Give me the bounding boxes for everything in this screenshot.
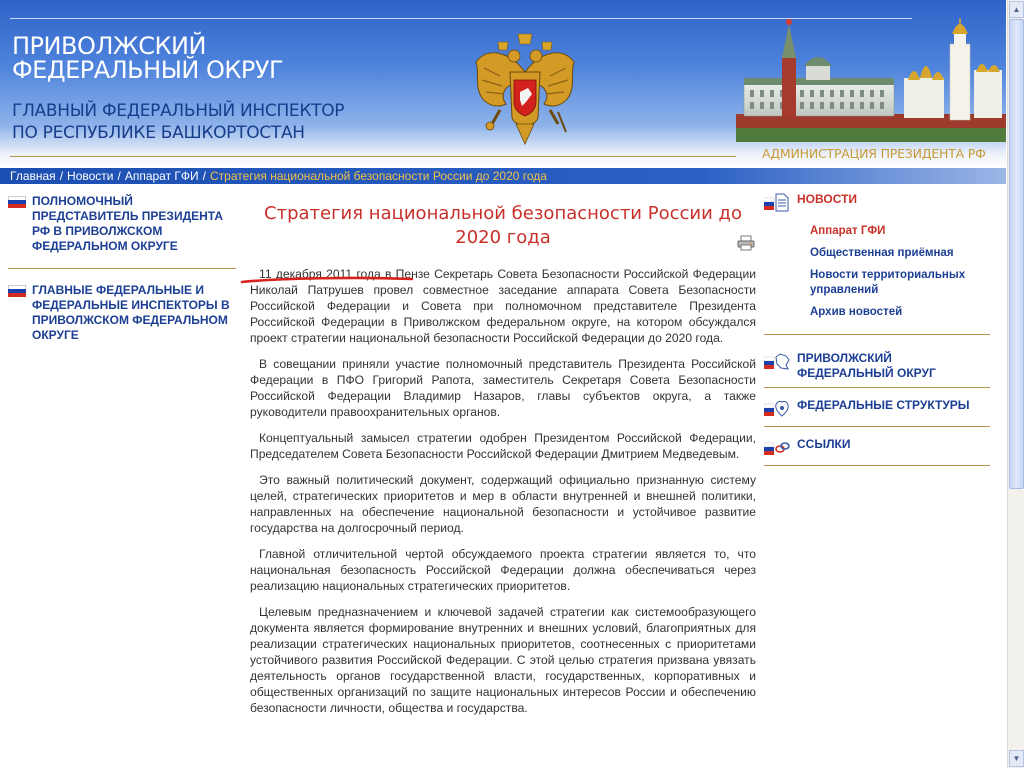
scrollbar-thumb[interactable] [1009, 19, 1024, 489]
right-nav-links-label: ССЫЛКИ [797, 437, 851, 451]
site-subtitle [12, 100, 344, 144]
site-title-line2: ФЕДЕРАЛЬНЫЙ ОКРУГ [12, 56, 284, 84]
scroll-up-button[interactable]: ▲ [1009, 1, 1024, 18]
scroll-down-button[interactable]: ▼ [1009, 750, 1024, 767]
article-paragraph: Главной отличительной чертой обсуждаемого проекта стратегии является то, что национальная безопасность Российской Федерации должна обеспечиваться через реализацию национальных стратегических приоритетов. [250, 547, 756, 593]
breadcrumb-separator: / [202, 169, 207, 183]
right-nav-divider [764, 387, 990, 388]
breadcrumb-news[interactable]: Новости [67, 169, 114, 183]
article-title: Стратегия национальной безопасности России до 2020 года [264, 203, 742, 248]
right-nav-divider [764, 334, 990, 335]
right-nav-links[interactable] [764, 437, 990, 457]
article-paragraph: Целевым предназначением и ключевой задачей стратегии как системообразующего документа является формирование внутренних и внешних условий, благоприятных для реализации стратегических национальных приоритетов, соотнесенных с приоритетами устойчивого развития Российской Федерации. С этой целью стратегия призвана увязать деятельность органов государственной власти, государственных, корпоративных и общественных организаций по защите национальных интересов России и обеспечению безопасности личности, общества и государства. [250, 605, 756, 715]
article-paragraph: В совещании приняли участие полномочный представитель Президента Российской Федерации в ПФО Григорий Рапота, заместитель Секретаря Совета Безопасности Российской Федерации Владимир Назаров, главы субъектов округа, а также руководители правоохранительных органов. [250, 357, 756, 419]
red-underline-annotation [240, 275, 414, 285]
breadcrumb-current: Стратегия национальной безопасности России до 2020 года [210, 169, 547, 183]
breadcrumb-apparat[interactable]: Аппарат ГФИ [124, 169, 199, 183]
breadcrumb-home[interactable]: Главная [10, 169, 56, 183]
breadcrumb-separator: / [59, 169, 64, 183]
right-nav-news-header: НОВОСТИ [797, 192, 858, 206]
left-nav-item-representative[interactable] [8, 194, 236, 268]
right-nav-divider [764, 426, 990, 427]
vertical-scrollbar[interactable] [1007, 0, 1024, 768]
article-paragraph: Это важный политический документ, содержащий официально признанную систему целей, стратегических приоритетов и мер в области внутренней и внешней политики, направленных на обеспечение национальной безопасности и устойчивое развитие государства на долгосрочный период. [250, 473, 756, 535]
news-links [764, 224, 990, 320]
right-nav-pfo-label: ПРИВОЛЖСКИЙ ФЕДЕРАЛЬНЫЙ ОКРУГ [797, 351, 936, 380]
article-body [250, 266, 756, 716]
admin-label[interactable]: АДМИНИСТРАЦИЯ ПРЕЗИДЕНТА РФ [762, 146, 986, 161]
breadcrumb-separator: / [117, 169, 121, 183]
flag-icon [8, 285, 26, 297]
emblem-icon [470, 32, 580, 150]
article-date: 11 декабря 2011 года [259, 267, 381, 281]
eagle-icon [764, 398, 790, 418]
site-subtitle-line1: ГЛАВНЫЙ ФЕДЕРАЛЬНЫЙ ИНСПЕКТОР [12, 101, 345, 121]
print-icon[interactable] [737, 235, 755, 251]
right-nav-pfo[interactable] [764, 351, 990, 381]
map-icon [764, 351, 790, 371]
article-paragraph-text: в Пензе Секретарь Совета Безопасности Российской Федерации Николай Патрушев провел совместное заседание аппарата Совета Безопасности Российской Федерации и Совета при полномочном представителе Президента Российской Федерации в Приволжском федеральном округе, на котором обсуждался проект стратегии национальной безопасности Российской Федерации до 2020 года. [250, 267, 756, 345]
right-nav [764, 192, 990, 466]
left-nav-item-inspectors[interactable] [8, 268, 236, 357]
chain-link-icon [764, 437, 790, 457]
main-content [250, 202, 756, 726]
left-nav-label: ГЛАВНЫЕ ФЕДЕРАЛЬНЫЕ И ФЕДЕРАЛЬНЫЕ ИНСПЕКТОРЫ В ПРИВОЛЖСКОМ ФЕДЕРАЛЬНОМ ОКРУГЕ [32, 283, 230, 342]
header-divider [10, 156, 736, 157]
flag-icon [8, 196, 26, 208]
site-title[interactable] [12, 34, 283, 82]
news-link-reception[interactable]: Общественная приёмная [810, 247, 954, 259]
document-icon [764, 192, 790, 212]
news-link-archive[interactable]: Архив новостей [810, 306, 903, 318]
article-paragraph: Концептуальный замысел стратегии одобрен Президентом Российской Федерации, Председателем Совета Безопасности Российской Федерации Дмитрием Медведевым. [250, 431, 756, 461]
kremlin-image [736, 18, 1006, 142]
site-title-line1: ПРИВОЛЖСКИЙ [12, 32, 206, 60]
right-nav-divider [764, 465, 990, 466]
site-header [0, 0, 1006, 168]
breadcrumb [0, 168, 1006, 184]
right-nav-news[interactable] [764, 192, 990, 212]
left-nav [8, 194, 236, 357]
left-nav-label: ПОЛНОМОЧНЫЙ ПРЕДСТАВИТЕЛЬ ПРЕЗИДЕНТА РФ В ПРИВОЛЖСКОМ ФЕДЕРАЛЬНОМ ОКРУГЕ [32, 194, 224, 253]
right-nav-federal[interactable] [764, 398, 990, 418]
site-subtitle-line2: ПО РЕСПУБЛИКЕ БАШКОРТОСТАН [12, 123, 305, 143]
news-link-territorial[interactable]: Новости территориальных управлений [810, 269, 966, 296]
right-nav-federal-label: ФЕДЕРАЛЬНЫЕ СТРУКТУРЫ [797, 398, 970, 412]
news-link-apparat[interactable]: Аппарат ГФИ [810, 225, 886, 237]
